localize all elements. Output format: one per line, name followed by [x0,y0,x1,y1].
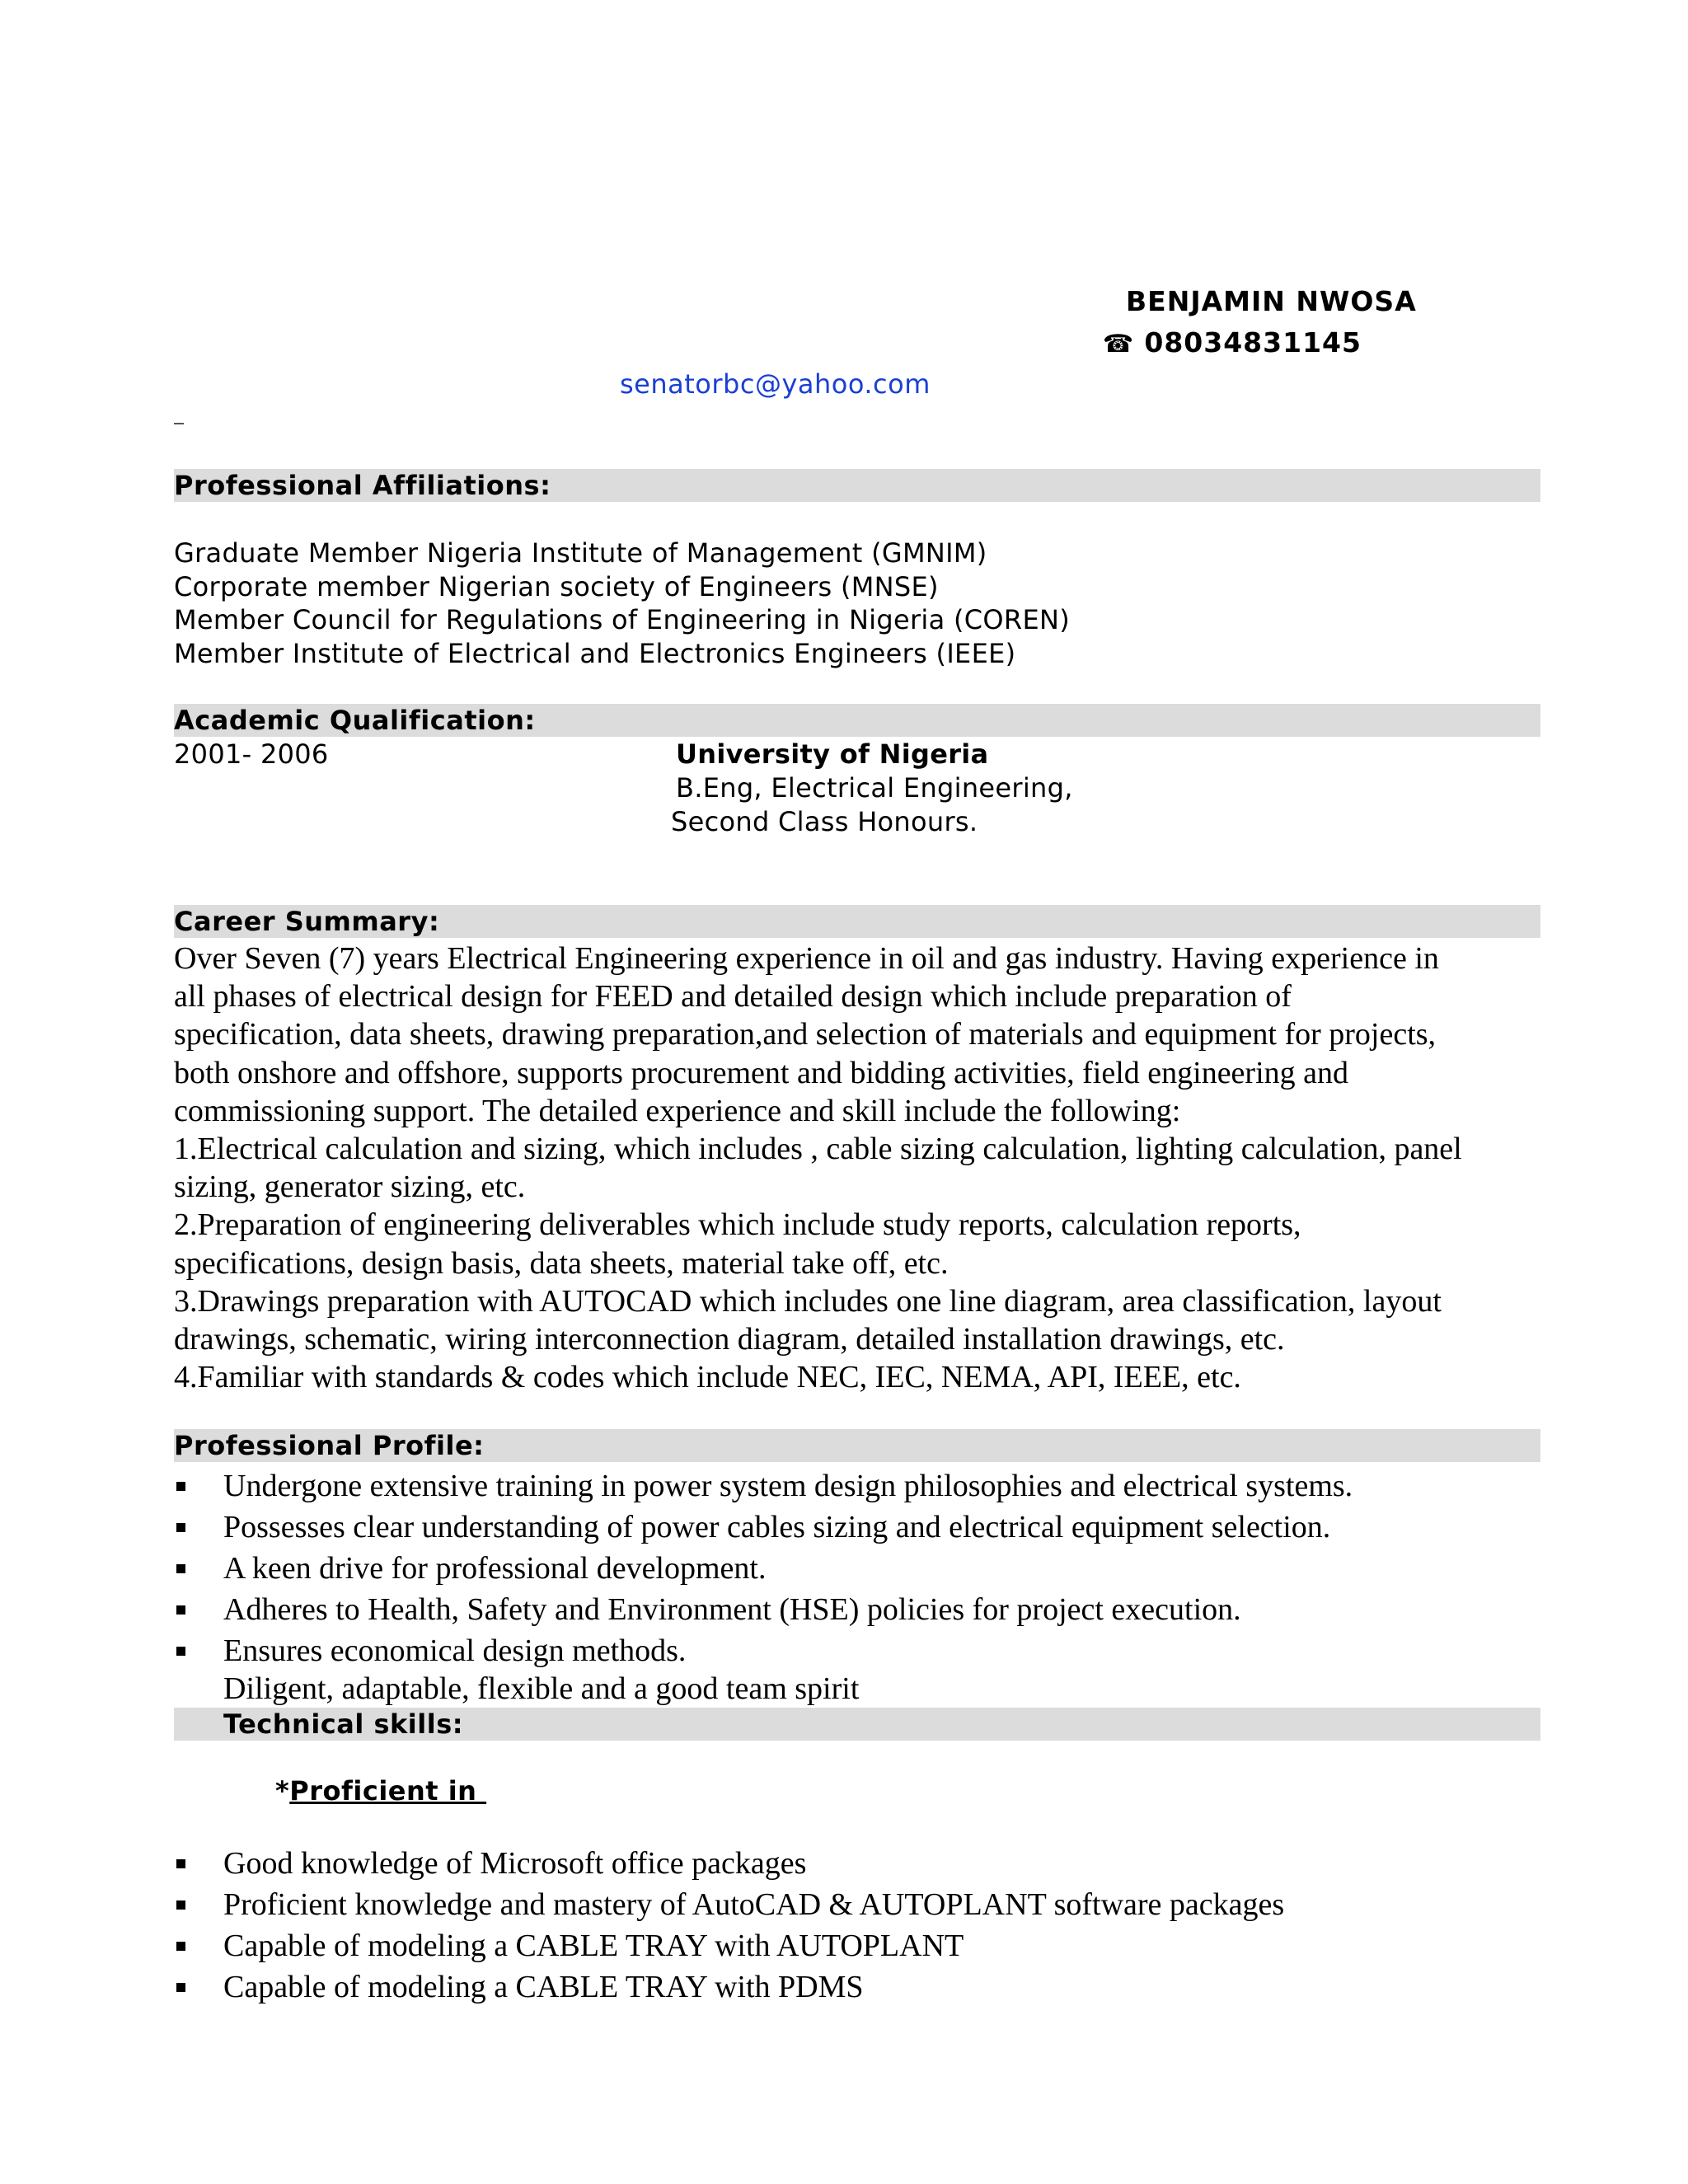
career-line: drawings, schematic, wiring interconnection diagram, detailed installation drawings, etc. [174,1322,1285,1357]
section-title-profile: Professional Profile: [174,1430,485,1461]
career-line: specifications, design basis, data sheets, material take off, etc. [174,1245,949,1281]
career-line: both onshore and offshore, supports procurement and bidding activities, field engineering and [174,1055,1348,1090]
list-item: Undergone extensive training in power system design philosophies and electrical systems. [174,1465,1575,1507]
bullet-icon [176,1900,185,1910]
career-line: commissioning support. The detailed experience and skill include the following: [174,1093,1181,1128]
career-line: specification, data sheets, drawing preparation,and selection of materials and equipment for projects, [174,1017,1437,1052]
career-line: 2.Preparation of engineering deliverables which include study reports, calculation reports, [174,1207,1301,1243]
academic-degree: B.Eng, Electrical Engineering, [676,772,1073,804]
list-item: Possesses clear understanding of power cables sizing and electrical equipment selection. [174,1507,1575,1548]
email-link[interactable]: senatorbc@yahoo.com [620,368,931,400]
bullet-icon [176,1523,185,1532]
phone-number-line [1103,326,1362,359]
affiliations-list [174,537,1070,670]
telephone-icon: ☎ [1103,330,1135,359]
list-item: Ensures economical design methods. [174,1630,1575,1671]
list-item: Capable of modeling a CABLE TRAY with PDMS [174,1966,1575,2008]
career-summary-text [174,940,1462,1396]
technical-bullets [174,1843,1575,2008]
bullet-icon [176,1605,185,1615]
phone-number: 08034831145 [1144,326,1362,359]
proficient-heading [275,1774,486,1807]
career-line: Over Seven (7) years Electrical Engineering experience in oil and gas industry. Having experience in [174,941,1439,976]
bullet-icon [176,1647,185,1656]
bullet-icon [176,1564,185,1573]
affiliation-item: Member Institute of Electrical and Electronics Engineers (IEEE) [174,637,1016,669]
academic-institution: University of Nigeria [676,738,989,770]
career-line: 3.Drawings preparation with AUTOCAD which includes one line diagram, area classification, layout [174,1283,1442,1319]
profile-bullets [174,1465,1575,1671]
section-title-affiliations: Professional Affiliations: [174,470,551,501]
career-line: sizing, generator sizing, etc. [174,1169,526,1205]
star-marker: * [275,1775,290,1807]
career-line: 4.Familiar with standards & codes which include NEC, IEC, NEMA, API, IEEE, etc. [174,1360,1241,1395]
proficient-label: Proficient in [289,1775,487,1807]
section-title-career: Career Summary: [174,906,440,937]
list-item: A keen drive for professional development. [174,1548,1575,1589]
career-line: 1.Electrical calculation and sizing, which includes , cable sizing calculation, lighting calculation, panel [174,1132,1462,1167]
affiliation-item: Corporate member Nigerian society of Engineers (MNSE) [174,570,939,602]
divider-dash [174,423,184,424]
profile-extra: Diligent, adaptable, flexible and a good team spirit [223,1671,860,1706]
candidate-name: BENJAMIN NWOSA [1126,285,1417,317]
academic-years: 2001- 2006 [174,738,329,770]
career-line: all phases of electrical design for FEED and detailed design which include preparation of [174,979,1292,1015]
affiliation-item: Graduate Member Nigeria Institute of Management (GMNIM) [174,537,987,569]
bullet-icon [176,1859,185,1868]
affiliation-item: Member Council for Regulations of Engineering in Nigeria (COREN) [174,604,1070,635]
bullet-icon [176,1482,185,1491]
section-title-technical: Technical skills: [223,1708,464,1740]
list-item: Adheres to Health, Safety and Environment (HSE) policies for project execution. [174,1589,1575,1630]
academic-class: Second Class Honours. [671,806,978,837]
bullet-icon [176,1942,185,1951]
list-item: Good knowledge of Microsoft office packages [174,1843,1575,1884]
list-item: Capable of modeling a CABLE TRAY with AUTOPLANT [174,1925,1575,1966]
list-item: Proficient knowledge and mastery of AutoCAD & AUTOPLANT software packages [174,1884,1575,1925]
bullet-icon [176,1983,185,1992]
section-title-academic: Academic Qualification: [174,705,536,736]
